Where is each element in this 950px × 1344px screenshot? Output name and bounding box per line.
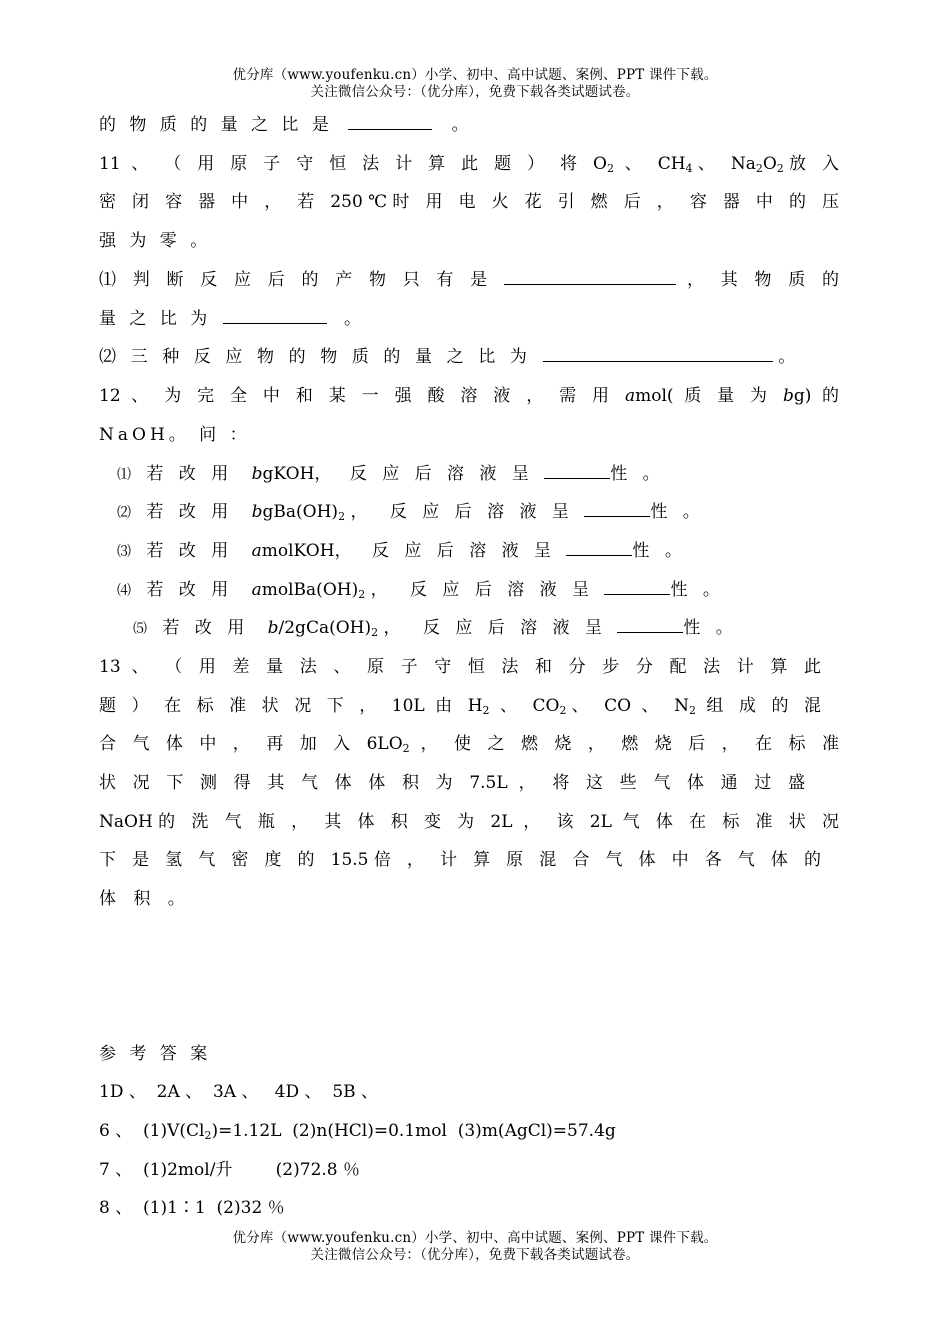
q10-tail-line: 的 物 质 的 量 之 比 是 。 [99, 115, 469, 135]
header-line-2: 关注微信公众号：（优分库），免费下载各类试题试卷。 [310, 84, 640, 100]
q11-line-1: 11 、 （ 用 原 子 守 恒 法 计 算 此 题 ） 将 $O_2$ 、 $CH_4$、 $Na_2O_2$放 入 [99, 154, 840, 175]
q11-part2-line: ⑵ 三 种 反 应 物 的 物 质 的 量 之 比 为 。 [99, 347, 796, 367]
q12-line-2: NaOH。 问 ： [99, 425, 251, 445]
q11-line-3: 强 为 零 。 [99, 231, 212, 251]
answer-7: 7 、 (1)2mol/升 (2)72.8 ％ [99, 1160, 361, 1180]
answer-1-5: 1D 、 2A 、 3A 、 4D 、 5B 、 [99, 1082, 379, 1102]
q13-line-2: 题 ） 在 标 准 状 况 下 ， 10L 由 $H_2$ 、 $CO_2$、 CO 、 $N_2$ 组 成 的 混 [99, 696, 822, 717]
q12-item-1: ⑴ 若 改 用 bgKOH， 反 应 后 溶 液 呈 性 。 [117, 464, 665, 484]
q11-ratio-blank [223, 307, 327, 324]
q11-part1-line: ⑴ 判 断 反 应 后 的 产 物 只 有 是 ， 其 物 质 的 [99, 270, 839, 290]
q13-line-6: 下 是 氢 气 密 度 的 15.5倍 ， 计 算 原 混 合 气 体 中 各 气 体 的 [99, 850, 821, 870]
answer-6: 6 、 $(1)V(Cl_2)=1.12L$ (2)n(HCl)=0.1mol (3)m(AgCl)=57.4g [99, 1121, 616, 1142]
q12-item-3: ⑶ 若 改 用 amolKOH， 反 应 后 溶 液 呈 性 。 [117, 541, 687, 561]
q11-products-blank [504, 268, 676, 285]
q11-part1-line-2: 量 之 比 为 。 [99, 309, 362, 329]
header-line-1: 优分库（www.youfenku.cn）小学、初中、高中试题、案例、PPT 课件下载。 [232, 67, 718, 83]
q11-reactant-ratio-blank [543, 345, 773, 362]
answers-title: 参 考 答 案 [99, 1044, 212, 1064]
answer-8: 8 、 (1)1∶1 (2)32 ％ [99, 1198, 285, 1218]
q13-line-7: 体 积 。 [99, 889, 191, 909]
q12-item-3-blank [566, 539, 632, 556]
q12-item-5: ⑸ 若 改 用 $b/2gCa(OH)_2$ ， 反 应 后 溶 液 呈 性 。 [133, 618, 738, 639]
q11-line-2: 密 闭 容 器 中 ， 若 250℃时 用 电 火 花 引 燃 后 ， 容 器 中 的 压 [99, 192, 839, 212]
footer-line-2: 关注微信公众号：（优分库），免费下载各类试题试卷。 [310, 1247, 640, 1263]
q12-item-4: ⑷ 若 改 用 $amolBa(OH)_2$ ， 反 应 后 溶 液 呈 性 。 [117, 580, 725, 601]
q12-item-2: ⑵ 若 改 用 $bgBa(OH)_2$ ， 反 应 后 溶 液 呈 性 。 [117, 502, 705, 523]
q12-item-2-blank [584, 500, 650, 517]
q12-item-5-blank [617, 616, 683, 633]
q13-line-5: NaOH的 洗 气 瓶 ， 其 体 积 变 为 2L ， 该 2L 气 体 在 标 准 状 况 [99, 812, 839, 832]
q10-answer-blank [348, 113, 432, 130]
q12-line-1: 12 、 为 完 全 中 和 某 一 强 酸 溶 液 ， 需 用 amol( 质 量 为 bg) 的 [99, 386, 840, 406]
q12-item-1-blank [544, 462, 610, 479]
page-footer [0, 1230, 950, 1264]
q13-line-4: 状 况 下 测 得 其 气 体 体 积 为 7.5L ， 将 这 些 气 体 通 过 盛 [99, 773, 805, 793]
q13-line-3: 合 气 体 中 ， 再 加 入 $6LO_2$ ， 使 之 燃 烧 ， 燃 烧 后 ， 在 标 准 [99, 734, 839, 755]
q12-item-4-blank [604, 578, 670, 595]
footer-line-1: 优分库（www.youfenku.cn）小学、初中、高中试题、案例、PPT 课件下载。 [232, 1230, 718, 1246]
page-header [0, 67, 950, 101]
q13-line-1: 13 、 （ 用 差 量 法 、 原 子 守 恒 法 和 分 步 分 配 法 计 算 此 [99, 657, 821, 677]
